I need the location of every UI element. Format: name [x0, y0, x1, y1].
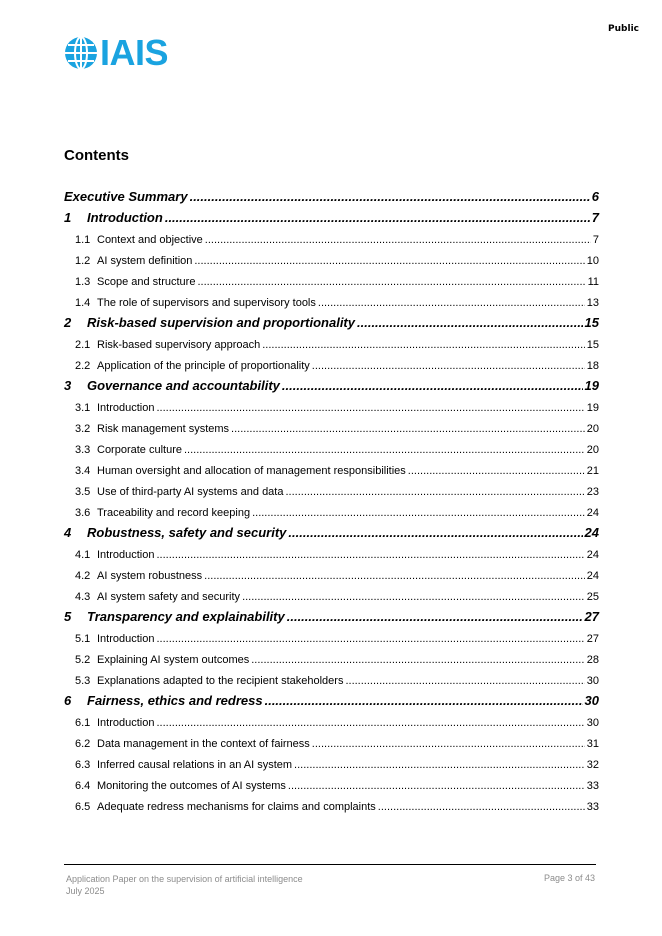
toc-dot-leader	[165, 210, 590, 225]
toc-entry-number: 6.4	[75, 780, 91, 792]
toc-dot-leader	[204, 570, 585, 582]
toc-dot-leader	[288, 525, 582, 540]
toc-entry-page: 15	[584, 315, 599, 330]
footer-page-number: Page 3 of 43	[543, 873, 595, 883]
toc-entry-title: Scope and structure	[97, 276, 196, 288]
toc-subsection-entry[interactable]	[64, 540, 599, 561]
toc-entry-page: 30	[584, 693, 599, 708]
toc-entry-number: 1.1	[75, 234, 91, 246]
toc-entry-number: 6.3	[75, 759, 91, 771]
toc-dot-leader	[285, 486, 584, 498]
toc-entry-title: Risk-based supervisory approach	[97, 339, 261, 351]
toc-entry-number: 6.2	[75, 738, 91, 750]
globe-icon	[64, 36, 98, 70]
toc-subsection-entry[interactable]	[64, 288, 599, 309]
toc-subsection-entry[interactable]	[64, 708, 599, 729]
toc-entry-number: 4	[64, 525, 72, 540]
toc-subsection-entry[interactable]	[64, 750, 599, 771]
toc-section-entry[interactable]	[64, 372, 599, 393]
footer-doc-title: Application Paper on the supervision of artificial intelligence	[66, 874, 303, 884]
toc-entry-number: 5.3	[75, 675, 91, 687]
footer-date: July 2025	[66, 886, 105, 896]
toc-entry-number: 2.2	[75, 360, 91, 372]
toc-section-entry[interactable]	[64, 687, 599, 708]
toc-entry-title: Risk-based supervision and proportionality	[87, 315, 355, 330]
toc-dot-leader	[312, 738, 585, 750]
toc-entry-title: Inferred causal relations in an AI system	[97, 759, 293, 771]
toc-entry-page: 24	[584, 525, 599, 540]
toc-entry-page: 19	[586, 402, 599, 414]
toc-dot-leader	[262, 339, 585, 351]
iais-logo	[64, 32, 169, 73]
toc-dot-leader	[265, 693, 583, 708]
toc-dot-leader	[194, 255, 584, 267]
toc-entry-page: 33	[586, 780, 599, 792]
toc-entry-page: 24	[586, 507, 599, 519]
toc-entry-number: 5	[64, 609, 72, 624]
toc-entry-page: 23	[586, 486, 599, 498]
table-of-contents	[64, 183, 599, 813]
toc-entry-page: 19	[584, 378, 599, 393]
page-title: Contents	[64, 147, 129, 164]
toc-entry-title: Data management in the context of fairness	[97, 738, 310, 750]
toc-entry-page: 13	[586, 297, 599, 309]
toc-entry-number: 3	[64, 378, 72, 393]
classification-label: Public	[608, 24, 639, 34]
toc-dot-leader	[252, 507, 585, 519]
toc-entry-page: 7	[592, 234, 599, 246]
toc-dot-leader	[156, 402, 584, 414]
toc-subsection-entry[interactable]	[64, 666, 599, 687]
toc-dot-leader	[408, 465, 585, 477]
toc-entry-page: 27	[584, 609, 599, 624]
toc-entry-page: 24	[586, 549, 599, 561]
toc-entry-page: 18	[586, 360, 599, 372]
toc-subsection-entry[interactable]	[64, 561, 599, 582]
toc-entry-page: 33	[586, 801, 599, 813]
toc-entry-number: 1.3	[75, 276, 91, 288]
toc-entry-page: 28	[586, 654, 599, 666]
toc-subsection-entry[interactable]	[64, 435, 599, 456]
toc-entry-title: Explanations adapted to the recipient stakeholders	[97, 675, 344, 687]
toc-entry-title: Application of the principle of proportionality	[97, 360, 310, 372]
toc-dot-leader	[318, 297, 585, 309]
toc-section-entry[interactable]	[64, 183, 599, 204]
toc-subsection-entry[interactable]	[64, 729, 599, 750]
toc-section-entry[interactable]	[64, 519, 599, 540]
toc-entry-title: Transparency and explainability	[87, 609, 285, 624]
footer-divider	[64, 864, 596, 865]
toc-subsection-entry[interactable]	[64, 246, 599, 267]
toc-entry-title: Explaining AI system outcomes	[97, 654, 250, 666]
toc-entry-page: 20	[586, 423, 599, 435]
toc-entry-title: Robustness, safety and security	[87, 525, 287, 540]
toc-dot-leader	[378, 801, 585, 813]
toc-entry-page: 21	[586, 465, 599, 477]
toc-entry-number: 3.1	[75, 402, 91, 414]
toc-entry-title: AI system safety and security	[97, 591, 241, 603]
toc-entry-title: Corporate culture	[97, 444, 182, 456]
toc-entry-page: 11	[587, 276, 599, 288]
toc-subsection-entry[interactable]	[64, 225, 599, 246]
toc-dot-leader	[288, 780, 585, 792]
toc-dot-leader	[156, 549, 584, 561]
toc-dot-leader	[294, 759, 585, 771]
toc-entry-number: 6.1	[75, 717, 91, 729]
toc-entry-number: 4.3	[75, 591, 91, 603]
toc-section-entry[interactable]	[64, 603, 599, 624]
toc-entry-title: Risk management systems	[97, 423, 230, 435]
toc-entry-title: Introduction	[97, 717, 155, 729]
toc-dot-leader	[205, 234, 591, 246]
toc-entry-title: Introduction	[97, 549, 155, 561]
toc-dot-leader	[156, 717, 584, 729]
toc-entry-page: 30	[586, 675, 599, 687]
toc-entry-page: 15	[586, 339, 599, 351]
toc-subsection-entry[interactable]	[64, 477, 599, 498]
toc-entry-title: Context and objective	[97, 234, 203, 246]
toc-dot-leader	[190, 189, 590, 204]
toc-entry-number: 5.1	[75, 633, 91, 645]
toc-dot-leader	[156, 633, 584, 645]
toc-entry-page: 30	[586, 717, 599, 729]
toc-entry-page: 10	[586, 255, 599, 267]
toc-subsection-entry[interactable]	[64, 393, 599, 414]
toc-dot-leader	[282, 378, 583, 393]
toc-subsection-entry[interactable]	[64, 582, 599, 603]
toc-subsection-entry[interactable]	[64, 351, 599, 372]
toc-entry-page: 27	[586, 633, 599, 645]
toc-dot-leader	[357, 315, 583, 330]
toc-entry-title: Governance and accountability	[87, 378, 280, 393]
toc-entry-number: 3.3	[75, 444, 91, 456]
toc-section-entry[interactable]	[64, 204, 599, 225]
toc-entry-page: 7	[591, 210, 599, 225]
toc-entry-page: 6	[591, 189, 599, 204]
toc-dot-leader	[242, 591, 585, 603]
toc-subsection-entry[interactable]	[64, 330, 599, 351]
toc-entry-number: 5.2	[75, 654, 91, 666]
toc-entry-number: 2	[64, 315, 72, 330]
toc-dot-leader	[287, 609, 583, 624]
toc-dot-leader	[251, 654, 585, 666]
toc-entry-page: 20	[586, 444, 599, 456]
toc-entry-title: Human oversight and allocation of management responsibilities	[97, 465, 406, 477]
toc-entry-number: 1.2	[75, 255, 91, 267]
toc-entry-title: Use of third-party AI systems and data	[97, 486, 284, 498]
toc-entry-number: 2.1	[75, 339, 91, 351]
toc-entry-title: Introduction	[97, 633, 155, 645]
toc-subsection-entry[interactable]	[64, 498, 599, 519]
toc-entry-title: Fairness, ethics and redress	[87, 693, 263, 708]
toc-entry-number: 6.5	[75, 801, 91, 813]
footer-left	[66, 873, 303, 897]
toc-entry-number: 3.6	[75, 507, 91, 519]
toc-entry-page: 31	[586, 738, 599, 750]
toc-entry-title: AI system definition	[97, 255, 193, 267]
toc-entry-number: 1	[64, 210, 72, 225]
toc-subsection-entry[interactable]	[64, 414, 599, 435]
toc-entry-page: 32	[586, 759, 599, 771]
toc-entry-number: 4.2	[75, 570, 91, 582]
toc-dot-leader	[231, 423, 585, 435]
toc-section-entry[interactable]	[64, 309, 599, 330]
toc-subsection-entry[interactable]	[64, 645, 599, 666]
toc-subsection-entry[interactable]	[64, 792, 599, 813]
toc-entry-title: Executive Summary	[64, 189, 188, 204]
toc-subsection-entry[interactable]	[64, 771, 599, 792]
toc-entry-number: 1.4	[75, 297, 91, 309]
toc-entry-title: Adequate redress mechanisms for claims and complaints	[97, 801, 376, 813]
toc-entry-number: 3.4	[75, 465, 91, 477]
toc-dot-leader	[197, 276, 585, 288]
toc-entry-title: Monitoring the outcomes of AI systems	[97, 780, 286, 792]
toc-entry-number: 3.5	[75, 486, 91, 498]
logo-text: IAIS	[100, 32, 169, 73]
toc-subsection-entry[interactable]	[64, 267, 599, 288]
toc-dot-leader	[184, 444, 585, 456]
toc-entry-number: 4.1	[75, 549, 91, 561]
toc-entry-page: 25	[586, 591, 599, 603]
toc-entry-number: 6	[64, 693, 72, 708]
toc-entry-title: Traceability and record keeping	[97, 507, 251, 519]
toc-subsection-entry[interactable]	[64, 456, 599, 477]
toc-entry-page: 24	[586, 570, 599, 582]
toc-entry-title: Introduction	[97, 402, 155, 414]
toc-entry-number: 3.2	[75, 423, 91, 435]
toc-dot-leader	[345, 675, 584, 687]
toc-dot-leader	[312, 360, 585, 372]
toc-entry-title: Introduction	[87, 210, 163, 225]
toc-entry-title: AI system robustness	[97, 570, 203, 582]
toc-entry-title: The role of supervisors and supervisory tools	[97, 297, 316, 309]
toc-subsection-entry[interactable]	[64, 624, 599, 645]
